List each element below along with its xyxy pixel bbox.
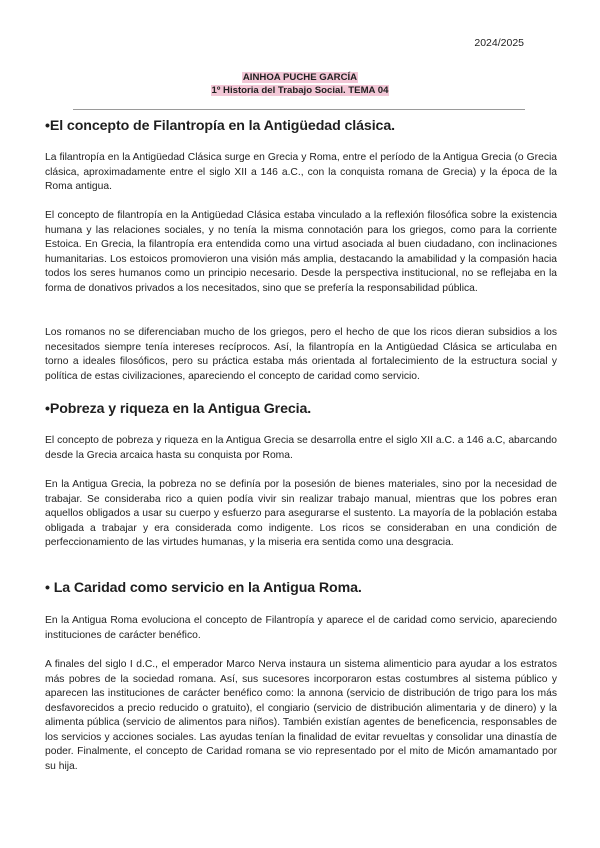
section-heading: •Pobreza y riqueza en la Antigua Grecia. bbox=[45, 401, 312, 417]
header-divider bbox=[73, 109, 525, 110]
course-title: 1º Historia del Trabajo Social. TEMA 04 bbox=[211, 85, 389, 96]
academic-year: 2024/2025 bbox=[474, 37, 524, 49]
paragraph: El concepto de pobreza y riqueza en la Antigua Grecia se desarrolla entre el siglo XII a.C. a 146 a.C, abarcando desde la Grecia arcaica hasta su conquista por Roma. bbox=[45, 435, 557, 461]
paragraph: A finales del siglo I d.C., el emperador Marco Nerva instaura un sistema alimenticio para ayudar a los estratos más pobres de la sociedad romana. Así, sus sucesores incorporaron estas costumbres al sistema público y aparecen las instituciones de carácter benéfico como: la annona (servicio de distribución de trigo para los más desfavorecidos a precio reducido o gratuito), el congiario (servicio de distribución alimentaria y de dinero) y la alimenta pública (servicio de alimentos para niños). También existían agentes de beneficencia, responsables de los servicios y acciones sociales. Las ayudas tenían la finalidad de evitar revueltas y consolidar una dinastía de poder. Finalmente, el concepto de Caridad romana se vio representado por el mito de Micón amamantado por su hija. bbox=[45, 659, 557, 772]
paragraph: El concepto de filantropía en la Antigüedad Clásica estaba vinculado a la reflexión filosófica sobre la existencia humana y las relaciones sociales, y no tenía la misma connotación para los griegos, como para la corriente Estoica. En Grecia, la filantropía era entendida como una virtud asociada al buen ciudadano, con inclinaciones humanitarias. Los estoicos promovieron una visión más amplia, destacando la amabilidad y la compasión hacia todos los seres humanos como un principio necesario. Desde la perspectiva institucional, no se reflejaba en la forma de donativos privados a los necesitados, sino que se prefería la responsabilidad pública. bbox=[45, 210, 557, 294]
section-heading: • La Caridad como servicio en la Antigua Roma. bbox=[45, 580, 362, 596]
paragraph: La filantropía en la Antigüedad Clásica surge en Grecia y Roma, entre el período de la Antigua Grecia (o Grecia clásica, aproximadamente entre el siglo XII a 146 a.C., con la conquista romana de Grecia) y la época de la Roma antigua. bbox=[45, 152, 557, 192]
title-block bbox=[0, 71, 600, 97]
section-heading: •El concepto de Filantropía en la Antigüedad clásica. bbox=[45, 118, 395, 134]
paragraph: En la Antigua Roma evoluciona el concepto de Filantropía y aparece el de caridad como servicio, apareciendo instituciones de carácter benéfico. bbox=[45, 615, 557, 641]
paragraph: En la Antigua Grecia, la pobreza no se definía por la posesión de bienes materiales, sino por la necesidad de trabajar. Se consideraba rico a quien podía vivir sin realizar trabajo manual, mientras que los pobres eran aquellos obligados a usar su cuerpo y esfuerzo para asegurarse el sustento. La mayoría de la población estaba obligada a trabajar y era considerada como indigente. Los ricos se consideraban en una condición de perfeccionamiento de las virtudes humanas, y la miseria era sentida como una desgracia. bbox=[45, 479, 557, 548]
author-name: AINHOA PUCHE GARCÍA bbox=[242, 72, 358, 83]
paragraph: Los romanos no se diferenciaban mucho de los griegos, pero el hecho de que los ricos dieran subsidios a los necesitados siempre tenía intereses recíprocos. Así, la filantropía en la Antigüedad Clásica se articulaba en torno a ideales filosóficos, pero su práctica estaba más orientada al fortalecimiento de la estructura social y política de estas civilizaciones, apareciendo el concepto de caridad como servicio. bbox=[45, 327, 557, 382]
